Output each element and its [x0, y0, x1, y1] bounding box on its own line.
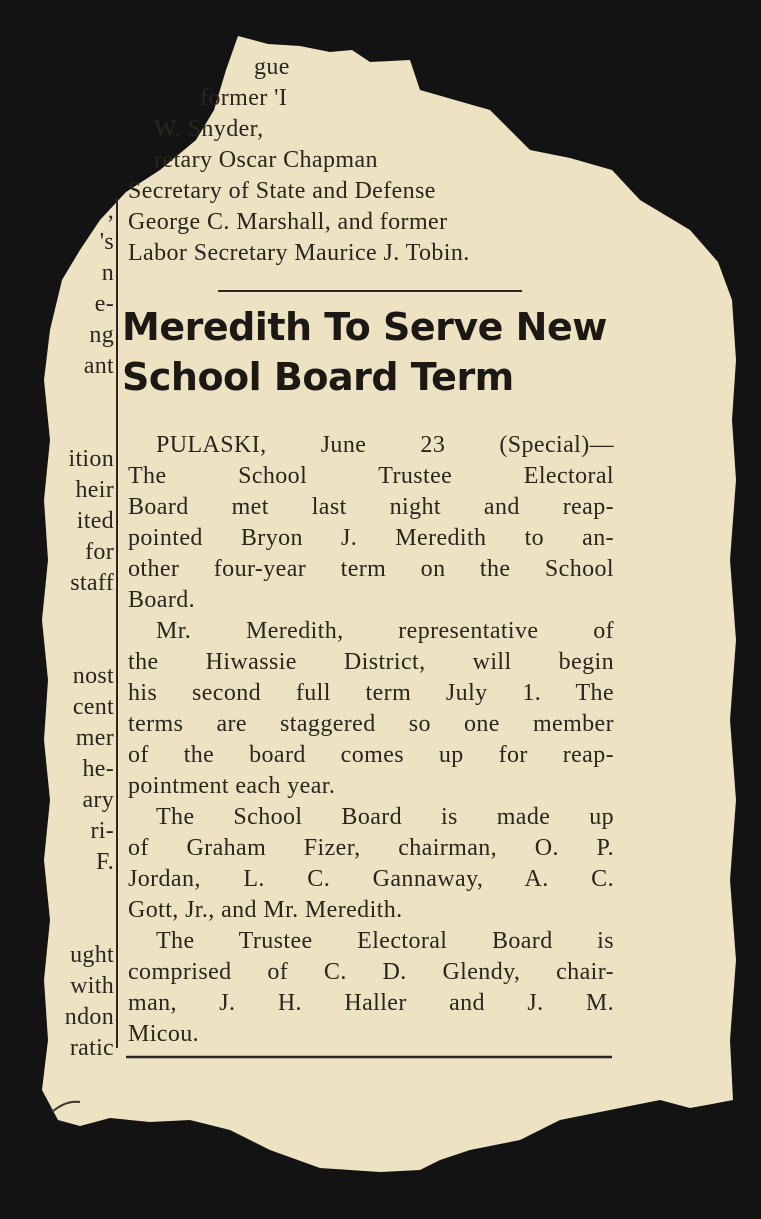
fragment-line: [40, 878, 114, 909]
body-line: his second full term July 1. The: [128, 680, 614, 706]
body-line: pointed Bryon J. Meredith to an-: [128, 525, 614, 551]
body-line: pointment each year.: [128, 773, 336, 799]
fragment-line: 's: [99, 229, 114, 255]
previous-article-fragment: [128, 52, 614, 269]
fragment-line: ary: [82, 787, 114, 813]
fragment-line: ,: [107, 198, 114, 224]
fragment-line: n: [101, 260, 114, 286]
body-line: The Trustee Electoral Board is: [156, 928, 614, 954]
fragment-line: Secretary of State and Defense: [128, 178, 436, 204]
body-line: Board met last night and reap-: [128, 494, 614, 520]
fragment-line: mer: [75, 725, 114, 751]
fragment-line: former 'I: [200, 85, 288, 111]
fragment-line: staff: [70, 570, 114, 596]
fragment-line: [40, 630, 114, 661]
article-paragraph: [128, 616, 614, 802]
article-paragraph: [128, 926, 614, 1050]
body-line: Gott, Jr., and Mr. Meredith.: [128, 897, 403, 923]
fragment-line: e-: [94, 291, 114, 317]
fragment-line: [40, 909, 114, 940]
fragment-line: George C. Marshall, and former: [128, 209, 448, 235]
article-paragraph: [128, 430, 614, 616]
fragment-line: [40, 413, 114, 444]
fragment-line: ratic: [69, 1035, 114, 1061]
fragment-line: ndon: [64, 1004, 114, 1030]
fragment-line: he-: [82, 756, 114, 782]
body-line: The School Board is made up: [156, 804, 614, 830]
fragment-line: W. Snyder,: [154, 116, 264, 142]
fragment-line: ition: [68, 446, 114, 472]
fragment-line: ant: [83, 353, 114, 379]
fragment-line: nost: [72, 663, 114, 689]
body-line: of Graham Fizer, chairman, O. P.: [128, 835, 614, 861]
fragment-line: cent: [72, 694, 114, 720]
body-line: of the board comes up for reap-: [128, 742, 614, 768]
fragment-line: [40, 599, 114, 630]
body-line: the Hiwassie District, will begin: [128, 649, 614, 675]
body-line: Board.: [128, 587, 196, 613]
fragment-line: ri-: [90, 818, 114, 844]
fragment-line: F.: [95, 849, 114, 875]
fragment-line: gue: [254, 54, 290, 80]
body-line: Mr. Meredith, representative of: [156, 618, 614, 644]
body-line: PULASKI, June 23 (Special)—: [156, 432, 614, 458]
article-body: [128, 430, 614, 1050]
headline-line-1: Meredith To Serve New: [122, 305, 607, 349]
headline-line-2: School Board Term: [122, 355, 514, 399]
body-line: Micou.: [128, 1021, 200, 1047]
article-paragraph: [128, 802, 614, 926]
fragment-line: retary Oscar Chapman: [154, 147, 378, 173]
body-line: comprised of C. D. Glendy, chair-: [128, 959, 614, 985]
body-line: man, J. H. Haller and J. M.: [128, 990, 614, 1016]
fragment-line: ited: [76, 508, 114, 534]
fragment-line: for: [85, 539, 114, 565]
body-line: The School Trustee Electoral: [128, 463, 614, 489]
adjacent-column-fragments: [40, 196, 114, 1064]
fragment-line: with: [70, 973, 114, 999]
fragment-line: ng: [89, 322, 114, 348]
article-headline: [122, 302, 622, 402]
fragment-line: [40, 382, 114, 413]
body-line: terms are staggered so one member: [128, 711, 614, 737]
fragment-line: ught: [70, 942, 114, 968]
body-line: other four-year term on the School: [128, 556, 614, 582]
body-line: Jordan, L. C. Gannaway, A. C.: [128, 866, 614, 892]
fragment-line: heir: [75, 477, 114, 503]
fragment-line: Labor Secretary Maurice J. Tobin.: [128, 240, 470, 266]
